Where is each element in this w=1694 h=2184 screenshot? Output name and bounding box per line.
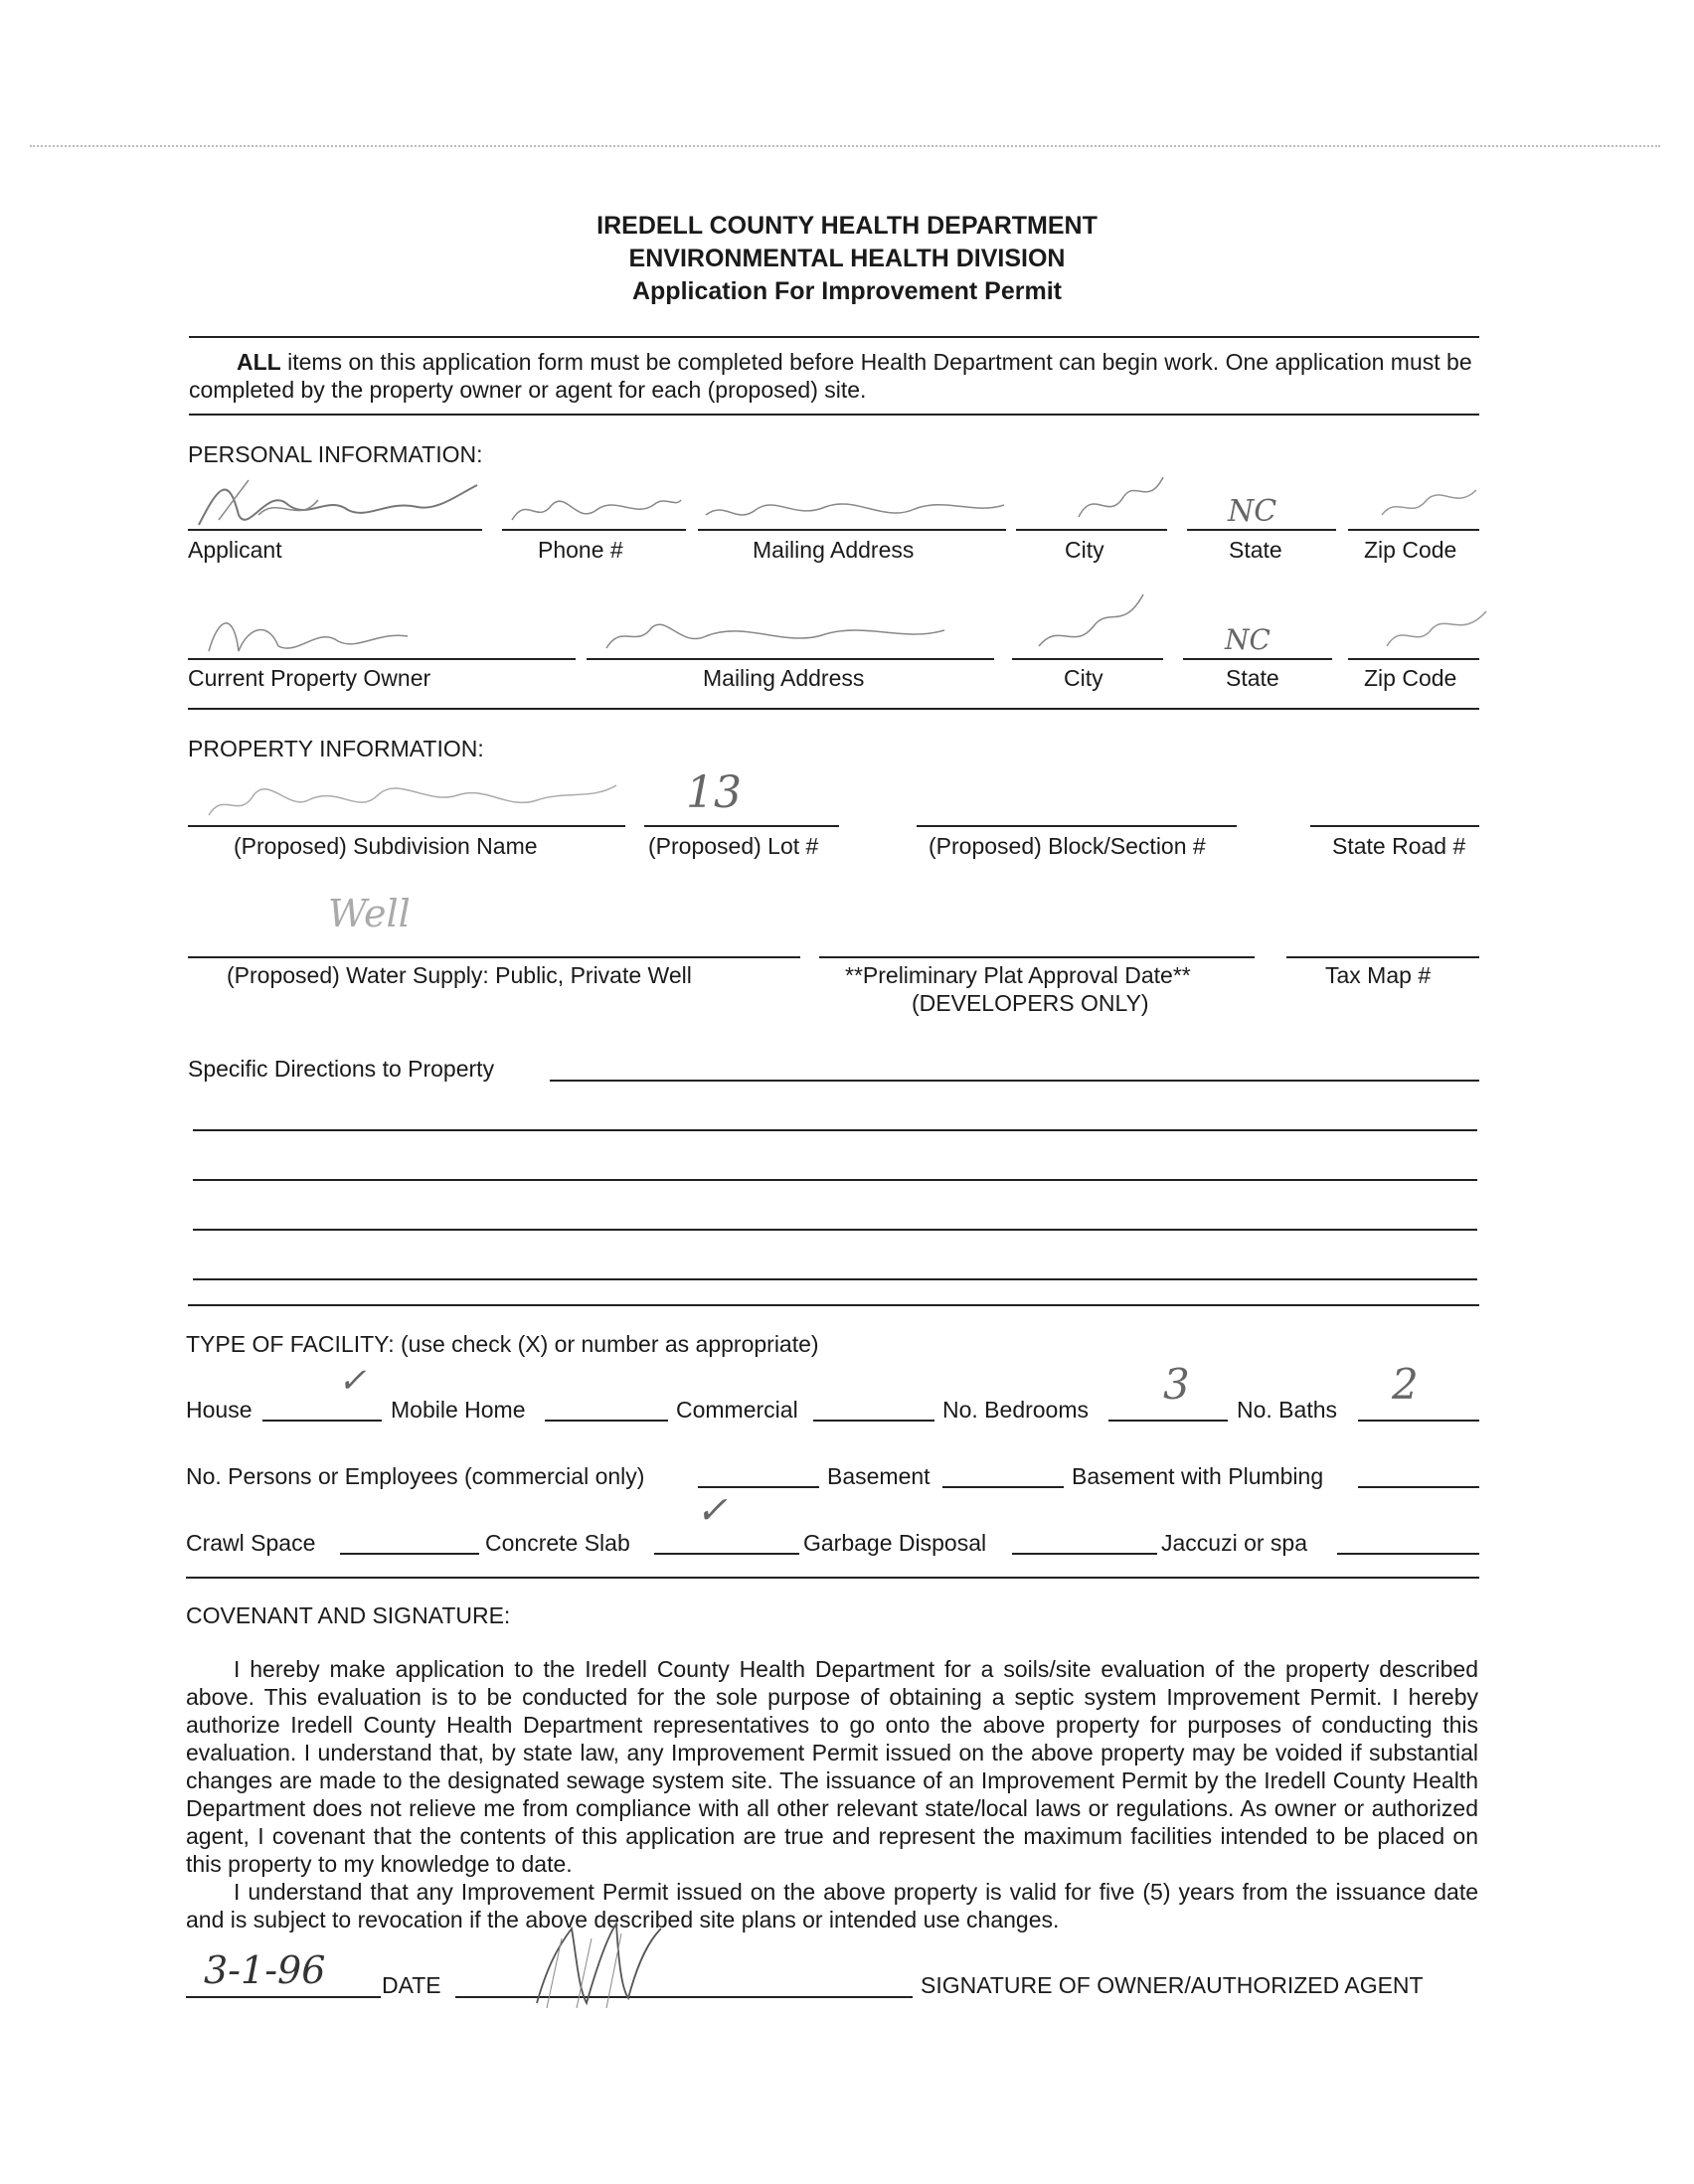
house-label: House <box>186 1397 253 1423</box>
jacuzzi-label: Jaccuzi or spa <box>1161 1530 1308 1556</box>
mailing-address-label: Mailing Address <box>753 537 915 563</box>
mobile-home-field[interactable] <box>545 1420 668 1422</box>
lot-label: (Proposed) Lot # <box>648 833 819 859</box>
owner-name-scribble <box>199 596 427 661</box>
baths-field[interactable] <box>1358 1420 1479 1422</box>
owner-address-scribble <box>596 608 954 660</box>
bedrooms-label: No. Bedrooms <box>942 1397 1090 1423</box>
bedrooms-field[interactable] <box>1108 1420 1228 1422</box>
water-supply-handwritten: Well <box>328 892 411 935</box>
basement-field[interactable] <box>942 1486 1064 1488</box>
owner-city-scribble <box>1019 587 1158 661</box>
owner-zip-label: Zip Code <box>1364 665 1457 691</box>
property-heading: PROPERTY INFORMATION: <box>188 736 484 761</box>
state-label: State <box>1229 537 1282 563</box>
owner-state-handwritten: NC <box>1225 623 1270 656</box>
tax-map-label: Tax Map # <box>1325 962 1432 988</box>
division-title: ENVIRONMENTAL HEALTH DIVISION <box>628 245 1066 272</box>
owner-label: Current Property Owner <box>188 665 431 691</box>
owner-address-label: Mailing Address <box>703 665 865 691</box>
directions-line-2[interactable] <box>193 1129 1477 1131</box>
garbage-disposal-field[interactable] <box>1012 1553 1157 1555</box>
block-line[interactable] <box>917 825 1237 827</box>
basement-plumbing-field[interactable] <box>1358 1486 1479 1488</box>
zip-label: Zip Code <box>1364 537 1457 563</box>
house-field[interactable] <box>262 1420 382 1422</box>
rule-facility <box>186 1577 1479 1579</box>
baths-label: No. Baths <box>1237 1397 1337 1423</box>
basement-label: Basement <box>827 1463 931 1489</box>
state-road-line[interactable] <box>1310 825 1479 827</box>
directions-line-4[interactable] <box>193 1229 1477 1231</box>
directions-line-5[interactable] <box>193 1278 1477 1280</box>
lot-handwritten: 13 <box>686 767 742 818</box>
address-scribble <box>696 485 1014 535</box>
rule-top <box>189 336 1479 338</box>
owner-state-line[interactable] <box>1183 658 1332 660</box>
garbage-disposal-label: Garbage Disposal <box>803 1530 987 1556</box>
directions-line-1[interactable] <box>550 1080 1479 1082</box>
commercial-label: Commercial <box>676 1397 798 1423</box>
intro-text: ALL items on this application form must be completed before Health Department can begin work. One application must be completed by the property owner or agent for each (proposed) site. <box>189 349 1472 403</box>
subdivision-label: (Proposed) Subdivision Name <box>234 833 538 859</box>
tax-map-line[interactable] <box>1286 956 1479 958</box>
department-title: IREDELL COUNTY HEALTH DEPARTMENT <box>596 212 1098 240</box>
basement-plumbing-label: Basement with Plumbing <box>1072 1463 1324 1489</box>
date-handwritten: 3-1-96 <box>204 1948 326 1992</box>
subdivision-scribble <box>199 765 626 827</box>
water-supply-label: (Proposed) Water Supply: Public, Private Well <box>227 962 692 988</box>
concrete-slab-field[interactable] <box>654 1553 799 1555</box>
date-field[interactable] <box>186 1996 381 1998</box>
applicant-label: Applicant <box>188 537 282 563</box>
plat-date-line[interactable] <box>819 956 1255 958</box>
state-road-label: State Road # <box>1332 833 1466 859</box>
zip-scribble <box>1377 475 1486 530</box>
directions-line-3[interactable] <box>193 1179 1477 1181</box>
crawl-space-label: Crawl Space <box>186 1530 316 1556</box>
crawl-space-field[interactable] <box>340 1553 479 1555</box>
form-title: Application For Improvement Permit <box>631 277 1062 305</box>
directions-label: Specific Directions to Property <box>188 1056 495 1082</box>
commercial-field[interactable] <box>813 1420 934 1422</box>
water-supply-line[interactable] <box>188 956 800 958</box>
scan-artifact-dots <box>30 145 1660 147</box>
phone-label: Phone # <box>538 537 623 563</box>
phone-scribble <box>507 485 686 535</box>
facility-heading: TYPE OF FACILITY: (use check (X) or number as appropriate) <box>186 1331 819 1357</box>
covenant-paragraph-1: I hereby make application to the Iredell County Health Department for a soils/site evaluation of the property described above. This evaluation is to be conducted for the sole purpose of obtaining a septic system Improvement Permit. I hereby authorize Iredell County Health Department representatives to go onto the above property for purposes of conducting this evaluation. I understand that, by state law, any Improvement Permit issued on the above property may be voided if substantial changes are made to the designated sewage system site. The issuance of an Improvement Permit by the Iredell County Health Department does not relieve me from compliance with all other relevant state/local laws or regulations. As owner or authorized agent, I covenant that the contents of this application are true and represent the maximum facilities intended to be placed on this property to my knowledge to date. <box>186 1656 1478 1877</box>
covenant-paragraph-2: I understand that any Improvement Permit issued on the above property is valid for five (5) years from the issuance date and is subject to revocation if the above described site plans or intended use changes. <box>186 1879 1478 1932</box>
owner-city-label: City <box>1064 665 1103 691</box>
city-label: City <box>1065 537 1104 563</box>
covenant-heading: COVENANT AND SIGNATURE: <box>186 1602 511 1628</box>
house-check: ✓ <box>338 1361 367 1401</box>
owner-zip-scribble <box>1382 601 1491 661</box>
developers-only-label: (DEVELOPERS ONLY) <box>912 990 1149 1016</box>
state-line[interactable] <box>1187 529 1336 531</box>
owner-signature <box>517 1909 716 2018</box>
concrete-slab-label: Concrete Slab <box>485 1530 630 1556</box>
persons-label: No. Persons or Employees (commercial only) <box>186 1463 645 1489</box>
city-scribble <box>1064 467 1173 532</box>
bedrooms-handwritten: 3 <box>1163 1360 1190 1409</box>
applicant-name-scribble <box>189 465 487 535</box>
baths-handwritten: 2 <box>1392 1360 1419 1409</box>
rule-property <box>188 1304 1479 1306</box>
date-label: DATE <box>382 1972 441 1998</box>
rule-personal <box>188 708 1479 710</box>
owner-state-label: State <box>1226 665 1279 691</box>
mobile-home-label: Mobile Home <box>391 1397 526 1423</box>
rule-intro <box>189 414 1479 416</box>
block-label: (Proposed) Block/Section # <box>929 833 1206 859</box>
applicant-state-handwritten: NC <box>1228 494 1277 529</box>
lot-line[interactable] <box>644 825 839 827</box>
personal-heading: PERSONAL INFORMATION: <box>188 441 483 467</box>
plat-date-label: **Preliminary Plat Approval Date** <box>845 962 1191 988</box>
signature-label: SIGNATURE OF OWNER/AUTHORIZED AGENT <box>921 1972 1424 1998</box>
concrete-slab-check: ✓ <box>696 1488 728 1532</box>
jacuzzi-field[interactable] <box>1337 1553 1479 1555</box>
